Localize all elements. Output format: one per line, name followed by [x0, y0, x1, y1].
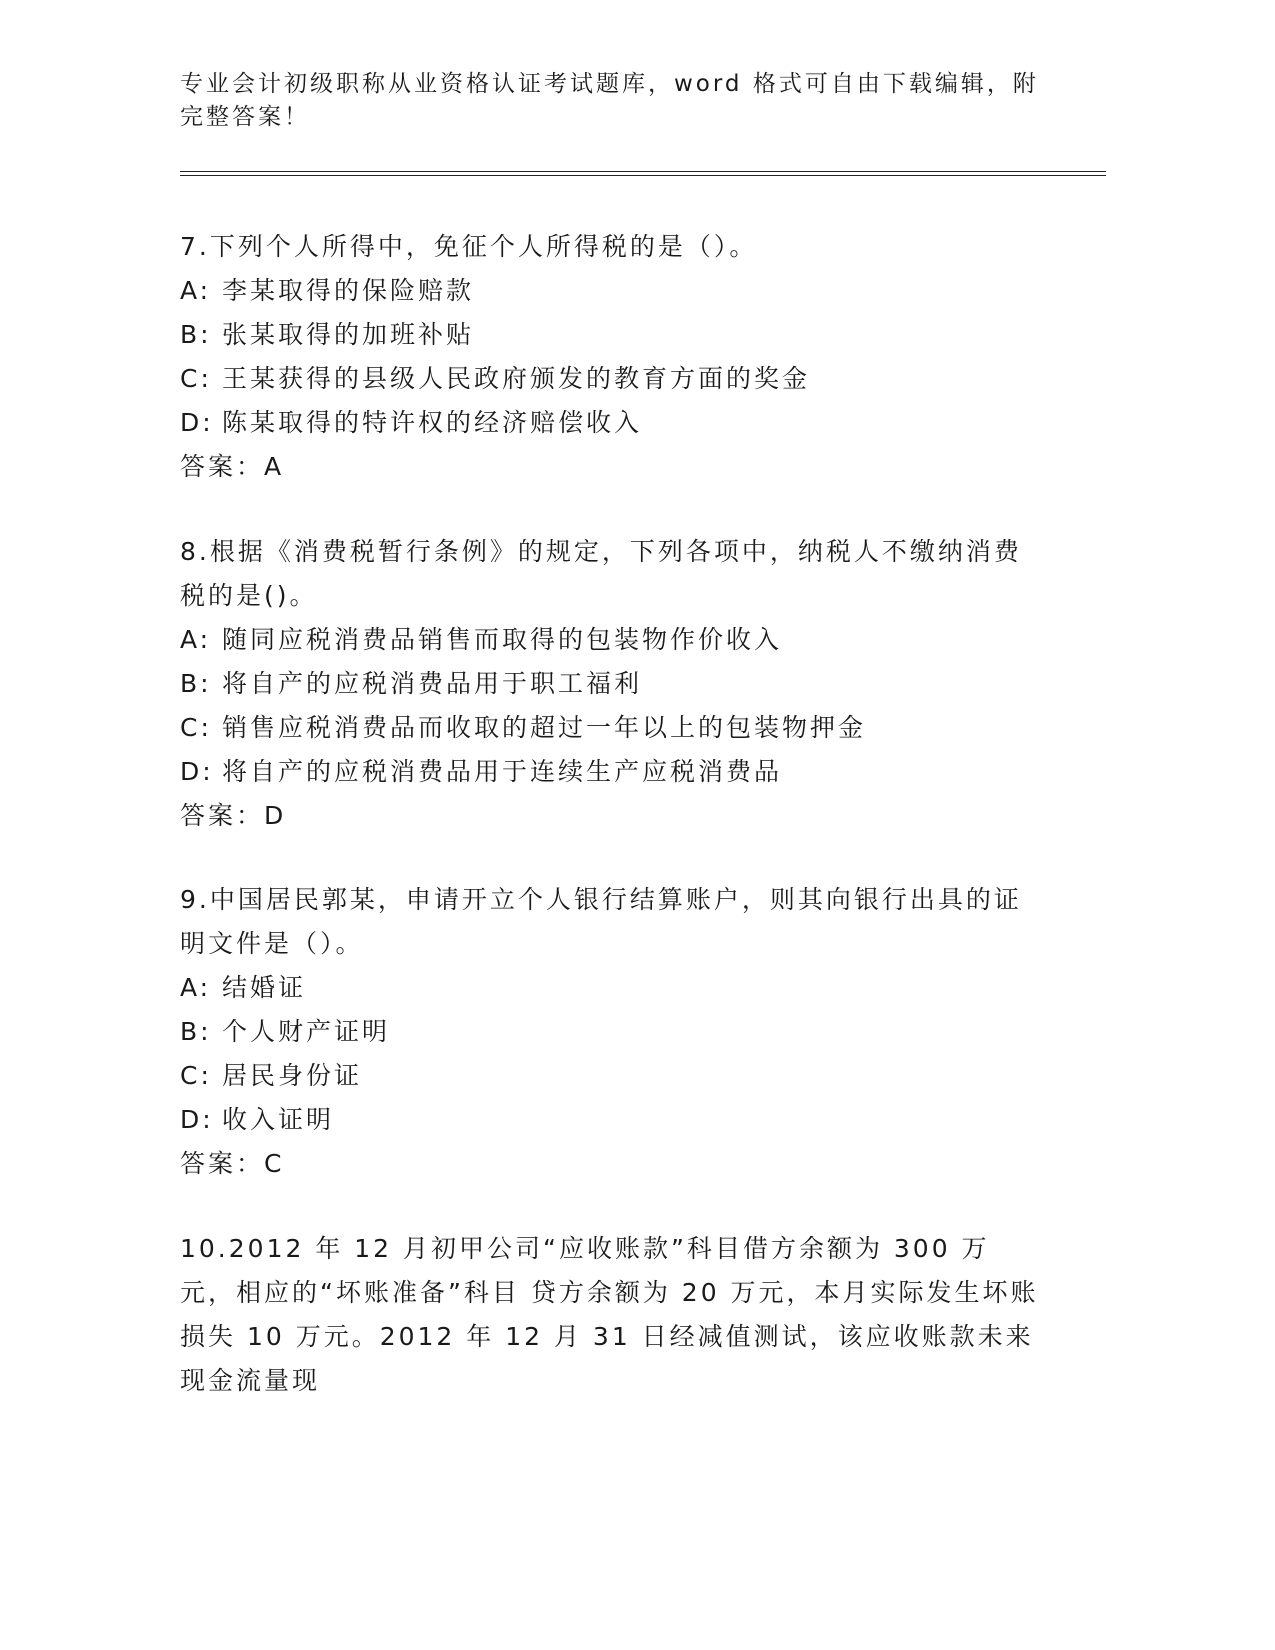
option-letter: B:: [180, 669, 212, 698]
question-7: [180, 225, 1040, 489]
option-d: [180, 1098, 1040, 1142]
option-a: [180, 269, 1040, 313]
option-text: 王某获得的县级人民政府颁发的教育方面的奖金: [222, 364, 811, 393]
option-letter: A:: [180, 973, 212, 1002]
option-letter: A:: [180, 625, 212, 654]
option-letter: A:: [180, 276, 212, 305]
answer: 答案：A: [180, 452, 285, 481]
header-divider: [180, 171, 1106, 176]
option-d: [180, 750, 1040, 794]
question-stem: 9.中国居民郭某，申请开立个人银行结算账户，则其向银行出具的证明文件是（）。: [180, 885, 1022, 958]
option-text: 收入证明: [222, 1105, 335, 1134]
option-text: 居民身份证: [222, 1061, 363, 1090]
answer: 答案：C: [180, 1149, 285, 1178]
question-10: [180, 1227, 1040, 1403]
option-letter: B:: [180, 1017, 212, 1046]
question-9: [180, 878, 1040, 1186]
option-c: [180, 1054, 1040, 1098]
option-text: 李某取得的保险赔款: [222, 276, 475, 305]
option-text: 随同应税消费品销售而取得的包装物作价收入: [222, 625, 783, 654]
question-stem: 7.下列个人所得中，免征个人所得税的是（）。: [180, 232, 758, 261]
option-letter: D:: [180, 757, 214, 786]
option-b: [180, 662, 1040, 706]
option-a: [180, 966, 1040, 1010]
option-letter: D:: [180, 408, 214, 437]
option-letter: C:: [180, 1061, 212, 1090]
option-text: 个人财产证明: [222, 1017, 391, 1046]
option-d: [180, 401, 1040, 445]
option-c: [180, 357, 1040, 401]
option-letter: D:: [180, 1105, 214, 1134]
option-b: [180, 313, 1040, 357]
option-letter: C:: [180, 713, 212, 742]
answer: 答案：D: [180, 801, 287, 830]
option-letter: C:: [180, 364, 212, 393]
question-stem: 10.2012 年 12 月初甲公司“应收账款”科目借方余额为 300 万元，相应的“坏账准备”科目 贷方余额为 20 万元，本月实际发生坏账损失 10 万元。2012 年 12 月 31 日经减值测试，该应收账款未来现金流量现: [180, 1234, 1039, 1395]
option-text: 将自产的应税消费品用于职工福利: [222, 669, 643, 698]
option-text: 结婚证: [222, 973, 307, 1002]
option-a: [180, 618, 1040, 662]
option-text: 陈某取得的特许权的经济赔偿收入: [222, 408, 643, 437]
question-8: [180, 530, 1040, 838]
option-letter: B:: [180, 320, 212, 349]
option-text: 将自产的应税消费品用于连续生产应税消费品: [222, 757, 783, 786]
option-text: 销售应税消费品而收取的超过一年以上的包装物押金: [222, 713, 867, 742]
question-stem: 8.根据《消费税暂行条例》的规定，下列各项中，纳税人不缴纳消费税的是()。: [180, 537, 1022, 610]
option-text: 张某取得的加班补贴: [222, 320, 475, 349]
page-header: 专业会计初级职称从业资格认证考试题库，word 格式可自由下载编辑，附完整答案！: [180, 71, 1039, 130]
option-c: [180, 706, 1040, 750]
option-b: [180, 1010, 1040, 1054]
